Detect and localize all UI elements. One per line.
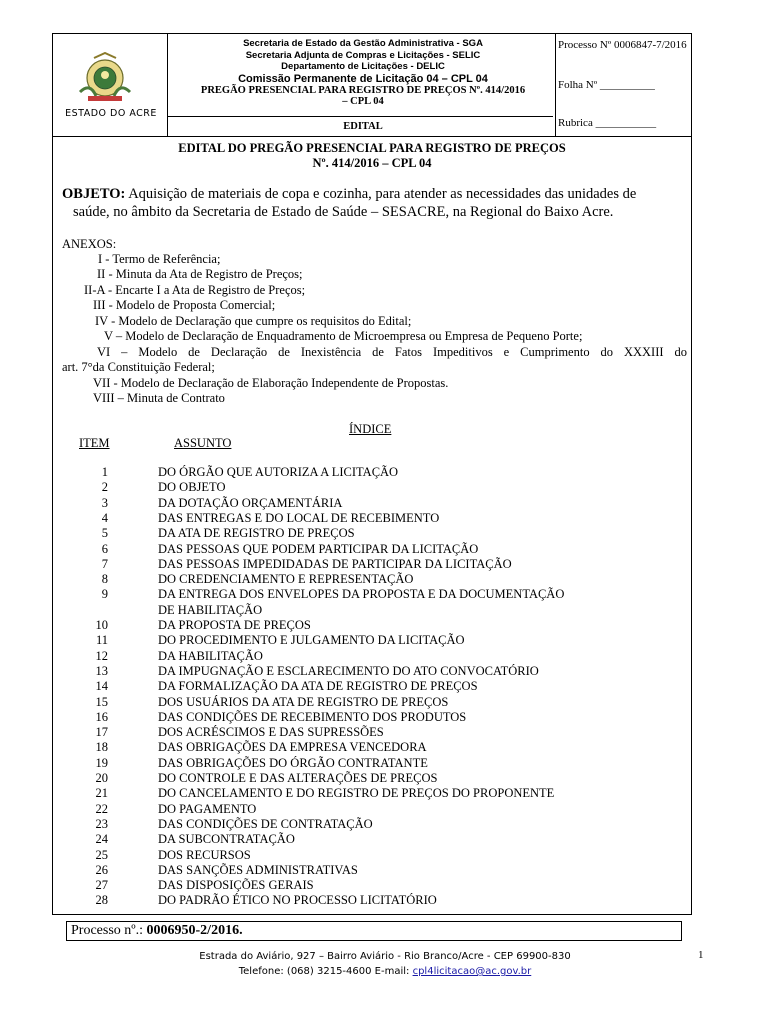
anexo-item: VII - Modelo de Declaração de Elaboração Independente de Propostas. [93,376,449,390]
header-line-sga: Secretaria de Estado da Gestão Administrativa - SGA [243,38,483,49]
index-item-subject: DAS ENTREGAS E DO LOCAL DE RECEBIMENTO [158,511,440,525]
index-item-subject: DO PROCEDIMENTO E JULGAMENTO DA LICITAÇÃO [158,633,465,647]
state-label: ESTADO DO ACRE [65,108,157,119]
index-item-subject: DO PAGAMENTO [158,802,257,816]
anexos-label: ANEXOS: [62,237,117,251]
index-item-number: 24 [95,832,108,846]
anexo-item: I - Termo de Referência; [98,252,221,266]
index-item-number: 10 [95,618,108,632]
index-item-number: 6 [101,542,108,556]
index-item-subject: DOS ACRÉSCIMOS E DAS SUPRESSÕES [158,725,384,739]
index-item-number: 23 [95,817,108,831]
index-item-number: 21 [95,786,108,800]
index-item-subject: DO CANCELAMENTO E DO REGISTRO DE PREÇOS DO PROPONENTE [158,786,555,800]
index-col-assunto: ASSUNTO [174,436,232,450]
objeto-text-line1: Aquisição de materiais de copa e cozinha, para atender as necessidades das unidades de [125,186,637,202]
index-item-number: 14 [95,679,108,693]
index-item-subject: DAS OBRIGAÇÕES DO ÓRGÃO CONTRATANTE [158,756,428,770]
footer-phone: Telefone: (068) 3215-4600 E-mail: [238,966,413,977]
footer-contact [0,966,770,977]
objeto-text-line2: saúde, no âmbito da Secretaria de Estado de Saúde – SESACRE, na Regional do Baixo Acre. [73,204,614,220]
index-item-number: 2 [101,480,108,494]
header-pregao-line1: PREGÃO PRESENCIAL PARA REGISTRO DE PREÇOS Nº. 414/2016 [200,85,526,96]
index-item-subject: DO CONTROLE E DAS ALTERAÇÕES DE PREÇOS [158,771,438,785]
header-rubrica: Rubrica ___________ [558,117,657,129]
index-item-number: 16 [95,710,108,724]
index-item-subject: DOS USUÁRIOS DA ATA DE REGISTRO DE PREÇOS [158,695,449,709]
index-item-subject: DAS OBRIGAÇÕES DA EMPRESA VENCEDORA [158,740,427,754]
index-item-number: 13 [95,664,108,678]
index-item-subject: DO CREDENCIAMENTO E REPRESENTAÇÃO [158,572,414,586]
index-item-number: 27 [95,878,108,892]
header-line-selic: Secretaria Adjunta de Compras e Licitações - SELIC [245,50,481,61]
index-item-number: 7 [101,557,108,571]
index-item-number: 18 [95,740,108,754]
doc-title-line1: EDITAL DO PREGÃO PRESENCIAL PARA REGISTRO DE PREÇOS [178,141,566,155]
objeto-paragraph [62,186,636,203]
index-item-subject: DA DOTAÇÃO ORÇAMENTÁRIA [158,496,343,510]
header-processo: Processo Nº 0006847-7/2016 [558,39,687,51]
index-item-number: 19 [95,756,108,770]
index-item-subject: DOS RECURSOS [158,848,251,862]
index-item-number: 1 [101,465,108,479]
index-item-number: 12 [95,649,108,663]
anexo-item: V – Modelo de Declaração de Enquadramento de Microempresa ou Empresa de Pequeno Porte; [104,329,583,343]
index-item-number: 9 [101,587,108,601]
index-item-subject: DAS DISPOSIÇÕES GERAIS [158,878,314,892]
index-item-subject: DAS SANÇÕES ADMINISTRATIVAS [158,863,358,877]
index-item-subject: DO OBJETO [158,480,226,494]
index-item-subject: DA SUBCONTRATAÇÃO [158,832,295,846]
index-item-subject: DAS PESSOAS IMPEDIDADAS DE PARTICIPAR DA LICITAÇÃO [158,557,512,571]
processo-footer-box [66,921,682,941]
index-item-subject: DA ENTREGA DOS ENVELOPES DA PROPOSTA E DA DOCUMENTAÇÃO [158,587,565,601]
processo-footer-value: 0006950-2/2016. [146,923,243,938]
anexo-item: IV - Modelo de Declaração que cumpre os requisitos do Edital; [95,314,412,328]
footer-email-link[interactable]: cpl4licitacao@ac.gov.br [412,966,532,977]
index-item-number: 26 [95,863,108,877]
anexo-item: VIII – Minuta de Contrato [93,391,225,405]
index-item-subject: DA ATA DE REGISTRO DE PREÇOS [158,526,355,540]
header-pregao-line2: – CPL 04 [342,96,384,107]
index-item-subject: DAS CONDIÇÕES DE CONTRATAÇÃO [158,817,373,831]
header-line-delic: Departamento de Licitações - DELIC [281,61,445,72]
anexo-item: VI – Modelo de Declaração de Inexistência de Fatos Impeditivos e Cumprimento do XXXIII do [97,345,687,359]
index-item-number: 8 [101,572,108,586]
index-item-subject: DO PADRÃO ÉTICO NO PROCESSO LICITATÓRIO [158,893,437,907]
index-item-number: 20 [95,771,108,785]
index-item-subject: DAS PESSOAS QUE PODEM PARTICIPAR DA LICITAÇÃO [158,542,479,556]
anexo-item: II-A - Encarte I a Ata de Registro de Preços; [84,283,306,297]
index-item-subject: DAS CONDIÇÕES DE RECEBIMENTO DOS PRODUTOS [158,710,467,724]
index-item-number: 3 [101,496,108,510]
index-item-number: 22 [95,802,108,816]
objeto-label: OBJETO: [62,186,126,202]
indice-title: ÍNDICE [349,422,392,436]
index-item-number: 4 [101,511,108,525]
header-commission: Comissão Permanente de Licitação 04 – CPL 04 [238,73,488,85]
index-item-subject: DA HABILITAÇÃO [158,649,263,663]
index-item-number: 15 [95,695,108,709]
header-folha: Folha Nº __________ [558,79,655,91]
doc-title-line2: Nº. 414/2016 – CPL 04 [312,156,432,170]
index-col-item: ITEM [79,436,110,450]
page-number: 1 [698,949,704,961]
index-item-subject: DA IMPUGNAÇÃO E ESCLARECIMENTO DO ATO CONVOCATÓRIO [158,664,539,678]
state-coat-of-arms-logo [74,52,136,104]
anexo-item: II - Minuta da Ata de Registro de Preços; [97,267,303,281]
anexo-item-continued: art. 7°da Constituição Federal; [62,360,215,374]
index-item-subject: DA PROPOSTA DE PREÇOS [158,618,311,632]
index-item-subject: DE HABILITAÇÃO [158,603,263,617]
header-edital: EDITAL [343,121,383,132]
index-item-subject: DA FORMALIZAÇÃO DA ATA DE REGISTRO DE PREÇOS [158,679,478,693]
processo-footer-label: Processo nº.: [71,923,147,938]
index-item-number: 25 [95,848,108,862]
index-item-subject: DO ÓRGÃO QUE AUTORIZA A LICITAÇÃO [158,465,399,479]
index-item-number: 11 [95,633,108,647]
index-item-number: 17 [95,725,108,739]
index-item-number: 5 [101,526,108,540]
footer-address: Estrada do Aviário, 927 – Bairro Aviário - Rio Branco/Acre - CEP 69900-830 [199,951,571,962]
anexo-item: III - Modelo de Proposta Comercial; [93,298,276,312]
index-item-number: 28 [95,893,108,907]
